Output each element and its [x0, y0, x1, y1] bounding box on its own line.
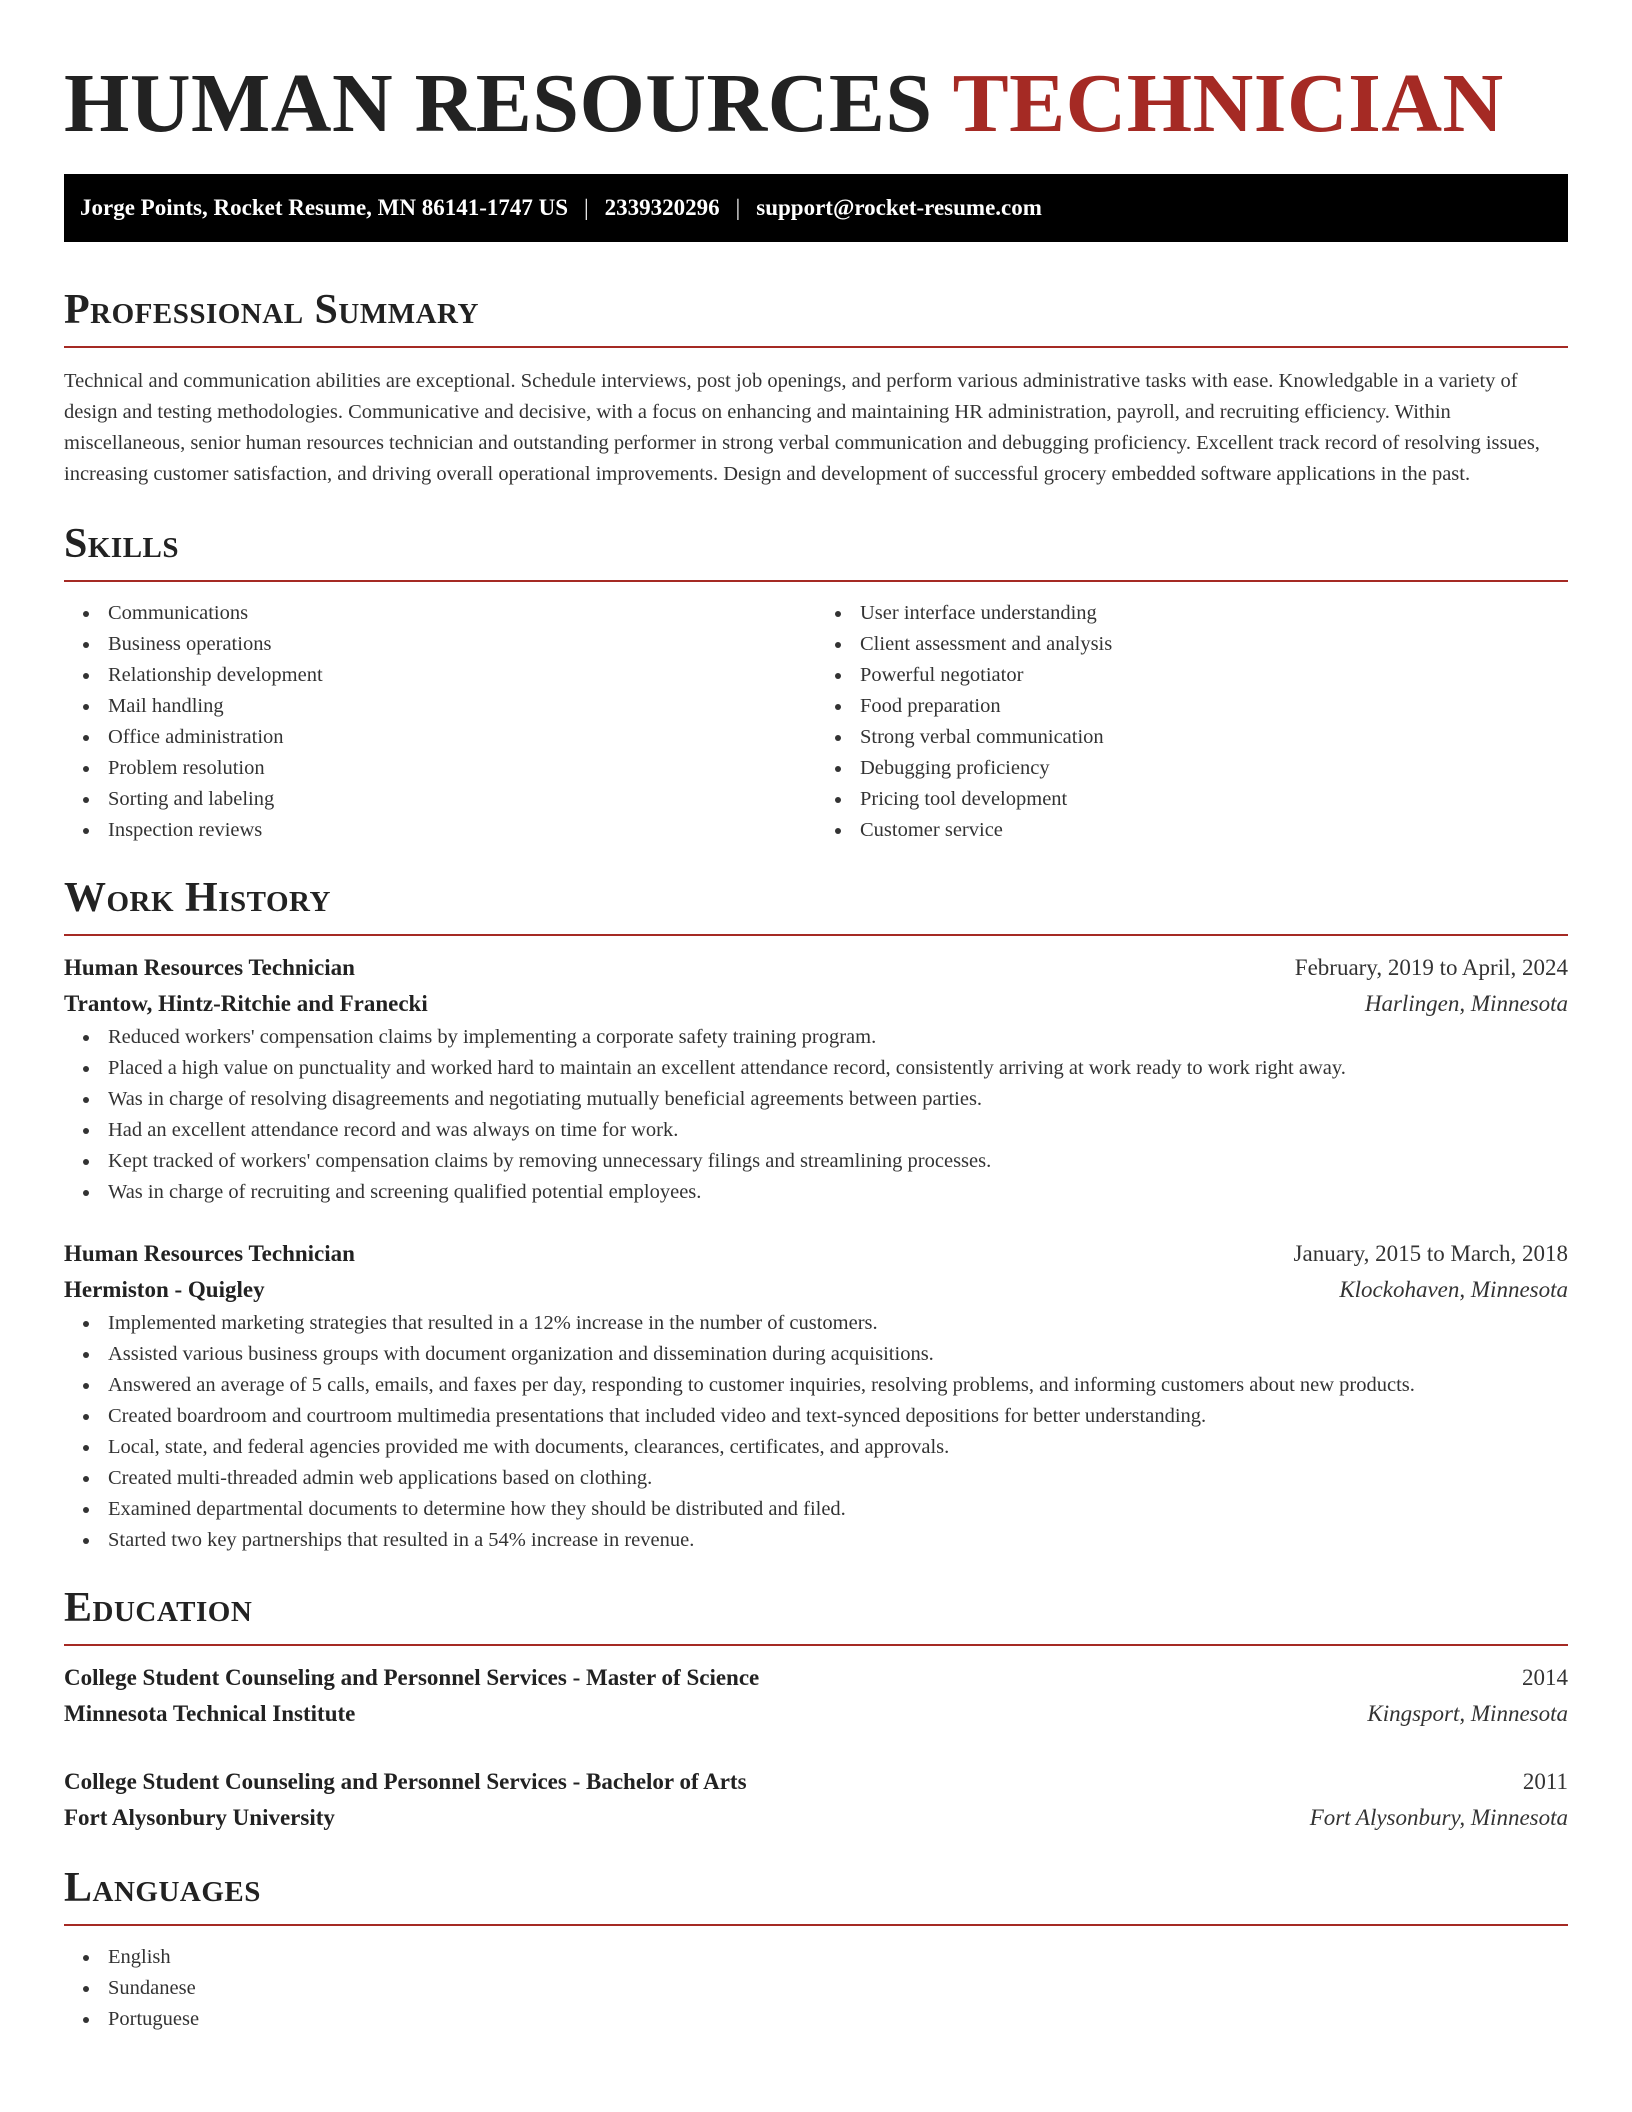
- job-bullet: Implemented marketing strategies that resulted in a 12% increase in the number of customers.: [108, 1308, 1568, 1339]
- skill-item: Mail handling: [108, 691, 816, 722]
- education-location: Kingsport, Minnesota: [1367, 1701, 1568, 1726]
- skill-item: Problem resolution: [108, 753, 816, 784]
- skill-item: Office administration: [108, 722, 816, 753]
- languages-section: [64, 1864, 1568, 2035]
- contact-separator: |: [584, 195, 589, 220]
- language-item: Sundanese: [108, 1973, 1568, 2004]
- education-year: 2014: [1522, 1665, 1568, 1690]
- contact-email: support@rocket-resume.com: [756, 195, 1042, 220]
- contact-separator: |: [735, 195, 741, 220]
- job-company: Trantow, Hintz-Ritchie and Franecki: [64, 991, 428, 1016]
- education-school-row: [64, 1800, 1568, 1836]
- education-year: 2011: [1522, 1769, 1568, 1794]
- job-header-row: [64, 950, 1568, 986]
- education-degree-row: [64, 1764, 1568, 1800]
- job-bullets: [64, 1308, 1568, 1556]
- job-company-row: [64, 1272, 1568, 1308]
- education-school-row: [64, 1696, 1568, 1732]
- job-bullet: Created multi-threaded admin web applications based on clothing.: [108, 1463, 1568, 1494]
- education-location: Fort Alysonbury, Minnesota: [1309, 1805, 1568, 1830]
- job-bullet: Local, state, and federal agencies provided me with documents, clearances, certificates, and approvals.: [108, 1432, 1568, 1463]
- job-company: Hermiston - Quigley: [64, 1277, 265, 1302]
- language-item: English: [108, 1942, 1568, 1973]
- language-item: Portuguese: [108, 2004, 1568, 2035]
- contact-phone: 2339320296: [604, 195, 720, 220]
- summary-title: Professional Summary: [64, 286, 1568, 348]
- job-bullet: Had an excellent attendance record and was always on time for work.: [108, 1115, 1568, 1146]
- job-bullets: [64, 1022, 1568, 1208]
- name-first: HUMAN RESOURCES: [64, 57, 933, 150]
- job-dates: January, 2015 to March, 2018: [1293, 1241, 1568, 1266]
- skill-item: Client assessment and analysis: [860, 629, 1568, 660]
- languages-title: Languages: [64, 1864, 1568, 1926]
- job-dates: February, 2019 to April, 2024: [1294, 955, 1568, 980]
- job-location: Harlingen, Minnesota: [1364, 991, 1568, 1016]
- skill-item: User interface understanding: [860, 598, 1568, 629]
- job-title: Human Resources Technician: [64, 1241, 355, 1266]
- job-bullet: Reduced workers' compensation claims by implementing a corporate safety training program.: [108, 1022, 1568, 1053]
- job-entry: [64, 950, 1568, 1208]
- skill-item: Relationship development: [108, 660, 816, 691]
- job-location: Klockohaven, Minnesota: [1339, 1277, 1568, 1302]
- education-school: Fort Alysonbury University: [64, 1805, 335, 1830]
- skill-item: Communications: [108, 598, 816, 629]
- skills-list-right: [816, 598, 1568, 846]
- skill-item: Pricing tool development: [860, 784, 1568, 815]
- work-section: [64, 874, 1568, 1556]
- skill-item: Powerful negotiator: [860, 660, 1568, 691]
- skill-item: Inspection reviews: [108, 815, 816, 846]
- skill-item: Strong verbal communication: [860, 722, 1568, 753]
- contact-bar: [64, 174, 1568, 242]
- languages-list: [64, 1942, 1568, 2035]
- skill-item: Customer service: [860, 815, 1568, 846]
- job-bullet: Was in charge of resolving disagreements and negotiating mutually beneficial agreements between parties.: [108, 1084, 1568, 1115]
- education-degree-row: [64, 1660, 1568, 1696]
- summary-section: [64, 286, 1568, 490]
- education-school: Minnesota Technical Institute: [64, 1701, 356, 1726]
- job-header-row: [64, 1236, 1568, 1272]
- education-title: Education: [64, 1584, 1568, 1646]
- job-bullet: Started two key partnerships that resulted in a 54% increase in revenue.: [108, 1525, 1568, 1556]
- skill-item: Business operations: [108, 629, 816, 660]
- education-degree: College Student Counseling and Personnel Services - Master of Science: [64, 1665, 760, 1690]
- skills-list-left: [64, 598, 816, 846]
- education-degree: College Student Counseling and Personnel Services - Bachelor of Arts: [64, 1769, 747, 1794]
- work-title: Work History: [64, 874, 1568, 936]
- resume-name: [64, 0, 1568, 150]
- job-bullet: Answered an average of 5 calls, emails, and faxes per day, responding to customer inquiries, resolving problems, and informing customers about new products.: [108, 1370, 1568, 1401]
- job-bullet: Examined departmental documents to determine how they should be distributed and filed.: [108, 1494, 1568, 1525]
- job-bullet: Kept tracked of workers' compensation claims by removing unnecessary filings and streamlining processes.: [108, 1146, 1568, 1177]
- job-company-row: [64, 986, 1568, 1022]
- education-entry: [64, 1660, 1568, 1732]
- skills-title: Skills: [64, 520, 1568, 582]
- job-bullet: Created boardroom and courtroom multimedia presentations that included video and text-synced depositions for better understanding.: [108, 1401, 1568, 1432]
- education-section: [64, 1584, 1568, 1836]
- job-title: Human Resources Technician: [64, 955, 355, 980]
- job-bullet: Assisted various business groups with document organization and dissemination during acquisitions.: [108, 1339, 1568, 1370]
- job-bullet: Was in charge of recruiting and screening qualified potential employees.: [108, 1177, 1568, 1208]
- name-last: TECHNICIAN: [952, 57, 1504, 150]
- skills-columns: [64, 598, 1568, 846]
- skill-item: Sorting and labeling: [108, 784, 816, 815]
- summary-text: Technical and communication abilities are exceptional. Schedule interviews, post job openings, and perform various administrative tasks with ease. Knowledgable in a variety of design and testing methodologies. Communicative and decisive, with a focus on enhancing and maintaining HR administration, payroll, and recruiting efficiency. Within miscellaneous, senior human resources technician and outstanding performer in strong verbal communication and debugging proficiency. Excellent track record of resolving issues, increasing customer satisfaction, and driving overall operational improvements. Design and development of successful grocery embedded software applications in the past.: [64, 370, 1540, 485]
- job-entry: [64, 1236, 1568, 1556]
- job-bullet: Placed a high value on punctuality and worked hard to maintain an excellent attendance record, consistently arriving at work ready to work right away.: [108, 1053, 1568, 1084]
- education-entry: [64, 1764, 1568, 1836]
- contact-address: Jorge Points, Rocket Resume, MN 86141-1747 US: [80, 195, 569, 220]
- skill-item: Debugging proficiency: [860, 753, 1568, 784]
- skill-item: Food preparation: [860, 691, 1568, 722]
- skills-section: [64, 520, 1568, 846]
